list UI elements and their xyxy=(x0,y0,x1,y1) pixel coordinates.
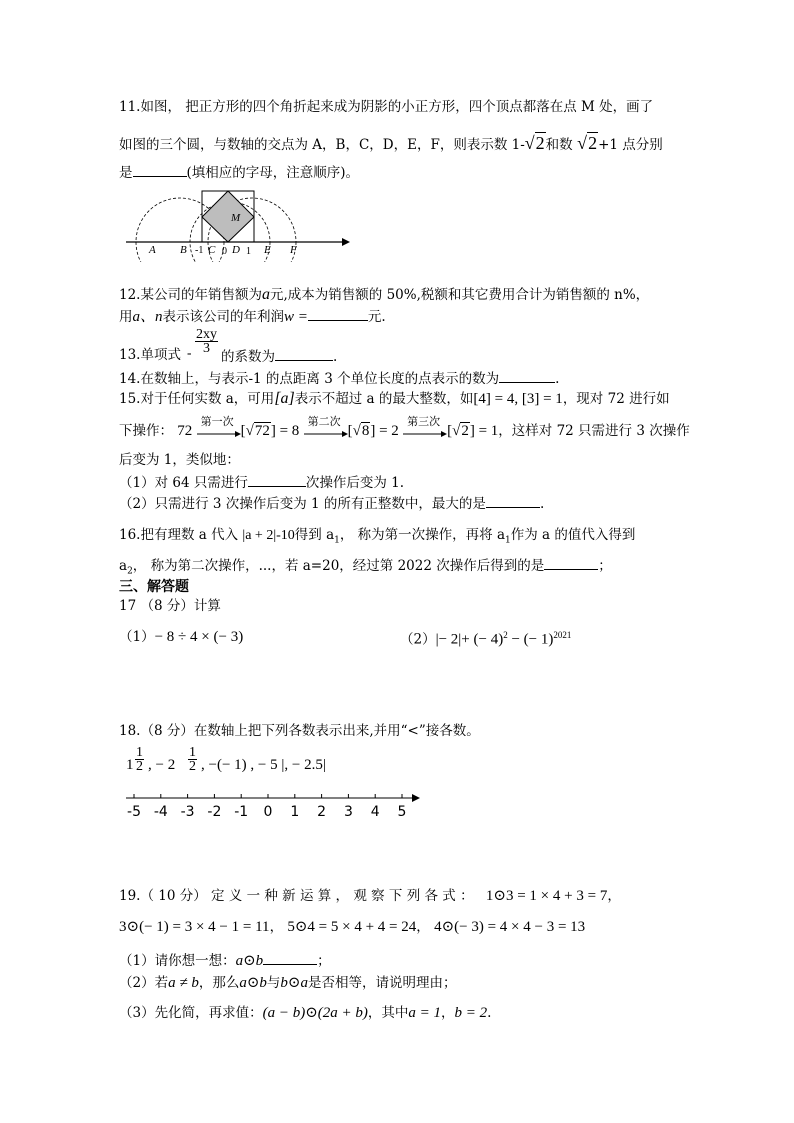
q16-sub-1b: 1 xyxy=(505,535,511,546)
fig-label-d: D xyxy=(232,244,240,256)
answer-blank-15-2[interactable] xyxy=(486,493,540,508)
q12-line2-a: 用 xyxy=(119,309,133,325)
fig-label-e: E xyxy=(264,244,271,256)
q19-ex4: 4⊙(− 3) = 4 × 4 − 3 = 13 xyxy=(434,919,586,935)
q15-line2 xyxy=(119,414,690,441)
fig-label-0: 0 xyxy=(222,246,227,257)
r2-close: ] = 2 xyxy=(370,423,399,439)
answer-blank-16[interactable] xyxy=(544,555,598,570)
r1-close: ] = 8 xyxy=(270,423,300,439)
sqrt-2-expr-2: √2 xyxy=(572,133,598,153)
tick-label: -2 xyxy=(207,804,222,820)
q19-p2-m2: a⊙b xyxy=(239,975,267,991)
fig-label-f: F xyxy=(290,244,297,256)
q15-bracket-a: [a] xyxy=(274,390,295,407)
tick-label: 2 xyxy=(317,804,327,820)
q19-p2-d: 是否相等，请说明理由； xyxy=(307,975,457,991)
step-label-2: 第二次 xyxy=(307,414,341,428)
q17-exp-1: 2 xyxy=(503,630,508,640)
r2-open: [ xyxy=(347,423,353,439)
q16-sub-1: 1 xyxy=(334,535,340,546)
q19-p1-math: a⊙b xyxy=(235,953,264,969)
tick-label: -3 xyxy=(180,804,195,820)
q11-line2-and: 和数 xyxy=(545,137,573,153)
r3-open: [ xyxy=(447,423,453,439)
q15-sub1 xyxy=(119,472,404,492)
r1-open: [ xyxy=(240,423,246,439)
q11-figure xyxy=(120,186,356,262)
step-arrow-3 xyxy=(403,414,447,441)
q14-text: 14.在数轴上，与表示-1 的点距离 3 个单位长度的点表示的数为 xyxy=(119,371,500,387)
q19-p3-a-val: a = 1 xyxy=(408,1005,442,1021)
q16-line2-b: ， 称为第二次操作，...，若 a=20，经过第 2022 次操作后得到的是 xyxy=(132,558,545,574)
q11-line3-b: (填相应的字母，注意顺序)。 xyxy=(186,165,360,181)
q15-line2-a: 下操作： xyxy=(119,423,173,439)
q15-72: 72 xyxy=(177,423,193,439)
q19-p3-b: ，其中 xyxy=(367,1005,409,1021)
q11-line2 xyxy=(119,134,663,154)
q19-p2-a: （2）若 xyxy=(119,975,169,991)
q19-ex1-end: ， xyxy=(607,888,621,904)
q15-sub2 xyxy=(119,493,544,513)
fig-label-a: A xyxy=(149,244,156,256)
r3-close: ] = 1 xyxy=(469,423,499,439)
q19-p3-math: (a − b)⊙(2a + b) xyxy=(262,1005,368,1021)
q12-var-an: a、n xyxy=(132,309,163,325)
q18-frac-2 xyxy=(188,746,197,773)
answer-blank-11[interactable] xyxy=(133,162,187,177)
q19-p2-b: ，那么 xyxy=(198,975,240,991)
q17-exp-2: 2021 xyxy=(553,630,572,640)
q15-line1 xyxy=(119,390,670,408)
q12-line1-b: 元,成本为销售额的 50%,税额和其它费用合计为销售额的 n%， xyxy=(269,287,650,303)
q19-sep2: ， xyxy=(416,919,430,935)
step-arrow-2 xyxy=(304,414,348,441)
q17-title: 17 （8 分）计算 xyxy=(119,598,221,614)
q18-frac2-den: 2 xyxy=(189,759,196,774)
tick-label: 4 xyxy=(370,804,380,820)
q13-fraction xyxy=(195,328,218,355)
q19-p2-c: 与 xyxy=(266,975,281,991)
q13-numerator: 2xy xyxy=(196,327,217,342)
q17-part1 xyxy=(119,628,243,646)
q19-sep1: ， xyxy=(269,919,284,935)
q16-line1-a: 16.把有理数 a 代入 xyxy=(119,527,239,543)
tick-label: 1 xyxy=(290,804,300,820)
q19-part1 xyxy=(119,950,331,970)
q12-line2-c: 元. xyxy=(367,309,386,325)
r1-arg: 72 xyxy=(254,423,270,439)
q17-expr-1: − 8 ÷ 4 × (− 3) xyxy=(154,629,244,645)
q16-sub-2: 2 xyxy=(127,566,133,577)
answer-blank-19[interactable] xyxy=(263,950,317,965)
q12-line2-b: 表示该公司的年利润 xyxy=(162,309,285,325)
q19-line2 xyxy=(119,918,585,936)
q12-w-eq: w = xyxy=(284,309,308,325)
q18-sep1: , − 2 xyxy=(148,757,176,773)
q12-var-a: a xyxy=(261,286,270,303)
q17-expr-2a: |− 2|+ (− 4) xyxy=(435,631,504,648)
sqrt-2-expr-1: √2 xyxy=(524,133,545,153)
q15-line1-a: 15.对于任何实数 a，可用 xyxy=(119,391,275,407)
q13-suffix: 的系数为 xyxy=(221,349,275,365)
q16-line1 xyxy=(119,526,635,550)
q15-line3: 后变为 1，类似地： xyxy=(119,452,240,468)
q16-line2 xyxy=(119,555,612,581)
tick-label: -5 xyxy=(127,804,141,820)
number-line-arrow xyxy=(342,238,350,246)
step-label-1: 第一次 xyxy=(200,414,234,428)
q16-line1-d: 作为 a 的值代入得到 xyxy=(510,527,636,543)
q13-denominator: 3 xyxy=(203,341,210,356)
q19-p2-m1: a ≠ b xyxy=(168,975,199,991)
q15-sub1-b: 次操作后变为 1. xyxy=(305,475,405,491)
q14-line xyxy=(119,368,559,388)
step-result-1: [√72] = 8 xyxy=(240,423,300,439)
fig-label-neg1: -1 xyxy=(195,245,204,256)
q11-line1: 11.如图， 把正方形的四个角折起来成为阴影的小正方形，四个顶点都落在点 M 处，画了 xyxy=(119,99,654,115)
tick-label: 0 xyxy=(263,804,273,820)
q18-frac-1 xyxy=(135,746,144,773)
answer-blank-12[interactable] xyxy=(308,306,368,321)
tick-label: -1 xyxy=(234,804,249,820)
q18-frac1-num: 1 xyxy=(136,745,143,760)
q13-neg-sign: - xyxy=(187,345,192,360)
q11-line3 xyxy=(119,162,359,182)
step-result-2: [√8] = 2 xyxy=(347,423,399,439)
q19-line1 xyxy=(119,887,621,905)
q19-p3-c: ， xyxy=(441,1005,455,1021)
q16-line1-c: ， 称为第一次操作，再将 a xyxy=(339,527,506,543)
q17-p2-label: （2） xyxy=(400,631,436,648)
r2-arg: 8 xyxy=(361,423,370,439)
q19-ex1: 1⊙3 = 1 × 4 + 3 = 7 xyxy=(485,888,608,904)
q15-line2-b: ，这样对 72 只需进行 3 次操作 xyxy=(498,423,690,439)
q17-expr-2b: − (− 1) xyxy=(507,631,554,648)
q18-frac2-num: 1 xyxy=(189,745,196,760)
q16-expr: |a + 2|-10 xyxy=(242,528,295,543)
q19-p3-d: . xyxy=(487,1005,492,1021)
step-arrow-1 xyxy=(197,414,241,441)
q11-line2-end: +1 点分别 xyxy=(598,137,663,153)
q13-suffix-wrap xyxy=(221,346,337,366)
q18-title: 18.（8 分）在数轴上把下列各数表示出来,并用“<”接各数。 xyxy=(119,723,480,739)
q18-n1-whole: 1 xyxy=(126,757,134,773)
fig-label-c: C xyxy=(208,244,216,256)
q19-ex3: 5⊙4 = 5 × 4 + 4 = 24 xyxy=(287,919,417,935)
q19-p1-b: ； xyxy=(317,953,331,969)
tick-label: 5 xyxy=(397,804,407,820)
answer-blank-14[interactable] xyxy=(499,368,555,383)
fig-label-b: B xyxy=(180,244,187,256)
q15-sub2-b: . xyxy=(539,496,545,512)
q19-ex2: 3⊙(− 1) = 3 × 4 − 1 = 11 xyxy=(119,919,270,935)
tick-label: 3 xyxy=(343,804,353,820)
q13-end: . xyxy=(333,349,338,365)
q15-sub2-a: （2）只需进行 3 次操作后变为 1 的所有正整数中，最大的是 xyxy=(119,496,486,512)
q16-line2-a: a xyxy=(119,558,128,574)
q13-prefix: 13.单项式 xyxy=(119,347,181,363)
q18-rest: , −(− 1) , − 5 |, − 2.5| xyxy=(201,757,326,773)
q19-part3 xyxy=(119,1004,491,1022)
answer-blank-15-1[interactable] xyxy=(248,472,306,487)
r3-arg: 2 xyxy=(461,423,469,439)
step-label-3: 第三次 xyxy=(407,414,441,428)
q15-line1-c: ，现对 72 进行如 xyxy=(562,391,670,407)
q17-part2 xyxy=(400,626,571,649)
q15-example: [4] = 4, [3] = 1 xyxy=(473,391,563,407)
q12-line2 xyxy=(119,306,386,326)
q19-line1-text: 19.（ 10 分） 定 义 一 种 新 运 算 ， 观 察 下 列 各 式 ： xyxy=(119,888,474,904)
q17-p1-label: （1） xyxy=(119,629,155,645)
q16-line2-c: ； xyxy=(598,558,612,574)
q15-sub1-a: （1）对 64 只需进行 xyxy=(119,475,248,491)
step-result-3: [√2] = 1 xyxy=(447,423,499,439)
q19-p1-a: （1）请你想一想： xyxy=(119,953,236,969)
q14-end: . xyxy=(555,371,560,387)
section-heading: 三、解答题 xyxy=(119,579,189,595)
q16-line1-b: 得到 a xyxy=(294,527,335,543)
tick-label: -4 xyxy=(153,804,168,820)
q11-line2-text: 如图的三个圆，与数轴的交点为 A，B，C，D，E，F，则表示数 1- xyxy=(119,137,525,153)
q12-line1-a: 12.某公司的年销售额为 xyxy=(119,287,262,303)
q19-part2 xyxy=(119,974,456,992)
q19-p3-b-val: b = 2 xyxy=(454,1005,488,1021)
q12-line1 xyxy=(119,286,649,304)
q19-p3-a: （3）先化简，再求值： xyxy=(119,1005,263,1021)
fig-label-1: 1 xyxy=(246,246,251,257)
q18-frac1-den: 2 xyxy=(136,759,143,774)
answer-blank-13[interactable] xyxy=(275,346,333,361)
fig-label-m: M xyxy=(231,212,241,224)
q18-number-line xyxy=(124,790,424,822)
q19-p2-m3: b⊙a xyxy=(280,975,308,991)
q11-line3-a: 是 xyxy=(119,165,133,181)
q15-line1-b: 表示不超过 a 的最大整数，如 xyxy=(294,391,474,407)
